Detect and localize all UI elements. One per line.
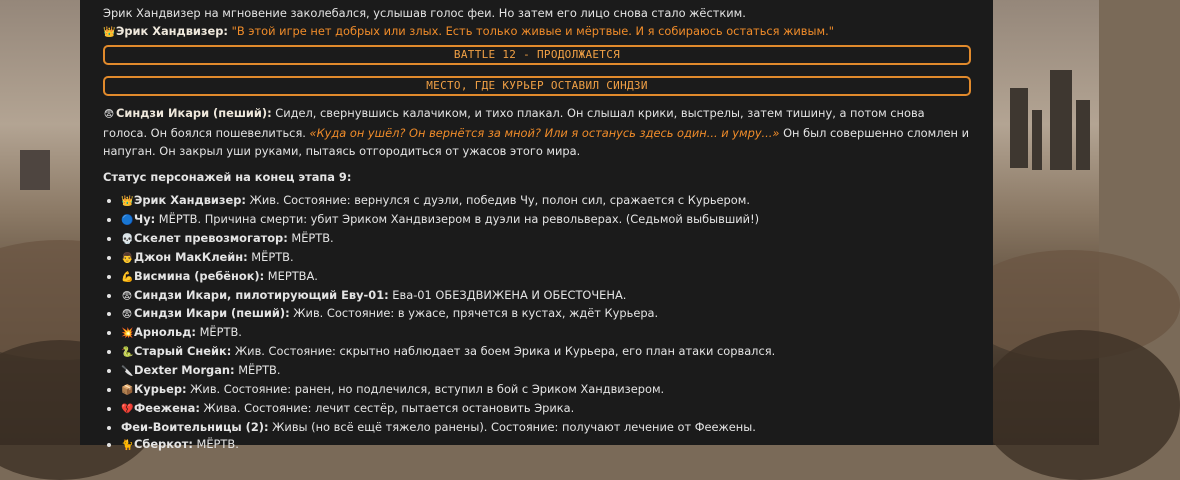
status-list-item: [121, 287, 971, 306]
crown-icon: 👑: [103, 27, 116, 38]
character-name: Синдзи Икари, пилотирующий Еву-01:: [134, 287, 389, 302]
quote-text: «Куда он ушёл? Он вернётся за мной? Или я останусь здесь один... и умру...»: [309, 126, 780, 140]
character-name: Курьер:: [134, 382, 187, 397]
status-list-item: [121, 362, 971, 381]
broken-heart-icon: 💔: [121, 403, 134, 415]
status-list-item: [121, 419, 971, 436]
character-status: МЁРТВ.: [287, 230, 334, 245]
character-name: Висмина (ребёнок):: [134, 268, 265, 283]
character-name: Dexter Morgan:: [134, 363, 235, 378]
character-name: Скелет превозмогатор:: [134, 230, 288, 245]
character-name: Чу:: [134, 211, 156, 226]
character-status: Жив. Состояние: ранен, но подлечился, вступил в бой с Эриком Хандвизером.: [186, 382, 665, 397]
fearful-face-icon: 😨: [121, 290, 133, 302]
status-list-item: [121, 343, 971, 362]
status-list-item: [121, 249, 971, 268]
character-name: Феежена:: [134, 400, 200, 415]
package-icon: 📦: [121, 385, 134, 397]
battle-banner-label: BATTLE 12 - ПРОДОЛЖАЕТСЯ: [453, 48, 621, 61]
status-list-item: [121, 381, 971, 400]
character-status: МЁРТВ. Причина смерти: убит Эриком Хандвизером в дуэли на револьверах. (Седьмой выбывший!): [155, 211, 760, 226]
narration-text: Сидел, свернувшись калачиком, и тихо плакал. Он слышал крики, выстрелы, затем тишину, а потом снова голоса. Он боялся пошевелиться.: [103, 106, 925, 140]
character-name: Джон МакКлейн:: [134, 249, 248, 264]
snake-icon: 🐍: [121, 347, 134, 359]
status-list-item: [121, 192, 971, 211]
status-list-item: [121, 436, 971, 455]
character-status: МЁРТВ.: [195, 325, 242, 340]
cat-icon: 🐈: [121, 439, 134, 451]
status-list: [103, 192, 971, 455]
character-name: Старый Снейк:: [134, 344, 232, 359]
status-heading: Статус персонажей на конец этапа 9:: [103, 170, 352, 184]
knife-icon: 🔪: [121, 366, 134, 378]
character-status: МЁРТВ.: [234, 363, 281, 378]
character-name: Арнольд:: [134, 325, 196, 340]
quote-text: "В этой игре нет добрых или злых. Есть только живые и мёртвые. И я собираюсь остаться живым.": [231, 24, 834, 38]
chat-message-panel: [80, 0, 993, 451]
speaker-name: Эрик Хандвизер:: [116, 24, 228, 38]
character-name: Феи-Воительницы (2):: [121, 419, 269, 434]
explosion-icon: 💥: [121, 328, 134, 340]
fearful-face-icon: 😨: [103, 109, 115, 120]
character-status: МЁРТВ.: [247, 249, 294, 264]
location-banner-label: МЕСТО, ГДЕ КУРЬЕР ОСТАВИЛ СИНДЗИ: [426, 79, 648, 92]
status-list-item: [121, 230, 971, 249]
character-status: Жив. Состояние: скрытно наблюдает за боем Эрика и Курьера, его план атаки сорвался.: [231, 344, 776, 359]
man-icon: 👨: [121, 252, 134, 264]
character-status: МЕРТВА.: [264, 268, 318, 283]
battle-banner: [103, 45, 971, 65]
status-list-item: [121, 305, 971, 324]
character-name: Эрик Хандвизер:: [134, 193, 246, 207]
speaker-name: Синдзи Икари (пеший):: [116, 106, 272, 120]
character-name: Сберкот:: [134, 436, 193, 451]
character-status: Жив. Состояние: вернулся с дуэли, победив Чу, полон сил, сражается с Курьером.: [245, 193, 750, 207]
fearful-face-icon: 😨: [121, 309, 133, 321]
character-status: Жив. Состояние: в ужасе, прячется в кустах, ждёт Курьера.: [289, 306, 659, 321]
status-list-item: [121, 211, 971, 230]
flexed-arm-icon: 💪: [121, 271, 134, 283]
character-status: Живы (но всё ещё тяжело ранены). Состояние: получают лечение от Феежены.: [268, 419, 756, 434]
shinji-paragraph: [103, 104, 971, 160]
eric-quote-line: [103, 22, 971, 42]
crown-icon: 👑: [121, 196, 134, 207]
character-status: Жива. Состояние: лечит сестёр, пытается остановить Эрика.: [199, 400, 575, 415]
status-list-item: [121, 400, 971, 419]
character-name: Синдзи Икари (пеший):: [134, 306, 290, 321]
skull-icon: 💀: [121, 233, 134, 245]
blue-circle-icon: 🔵: [121, 214, 134, 226]
narration-text: Он был совершенно сломлен и напуган. Он закрыл уши руками, пытаясь отгородиться от ужасов этого мира.: [103, 126, 969, 158]
character-status: МЁРТВ.: [192, 436, 239, 451]
character-status: Ева-01 ОБЕЗДВИЖЕНА И ОБЕСТОЧЕНА.: [388, 287, 627, 302]
location-banner: [103, 76, 971, 96]
status-list-item: [121, 324, 971, 343]
narration-text: Эрик Хандвизер на мгновение заколебался, услышав голос феи. Но затем его лицо снова стало жёстким.: [103, 6, 746, 20]
status-list-item: [121, 268, 971, 287]
